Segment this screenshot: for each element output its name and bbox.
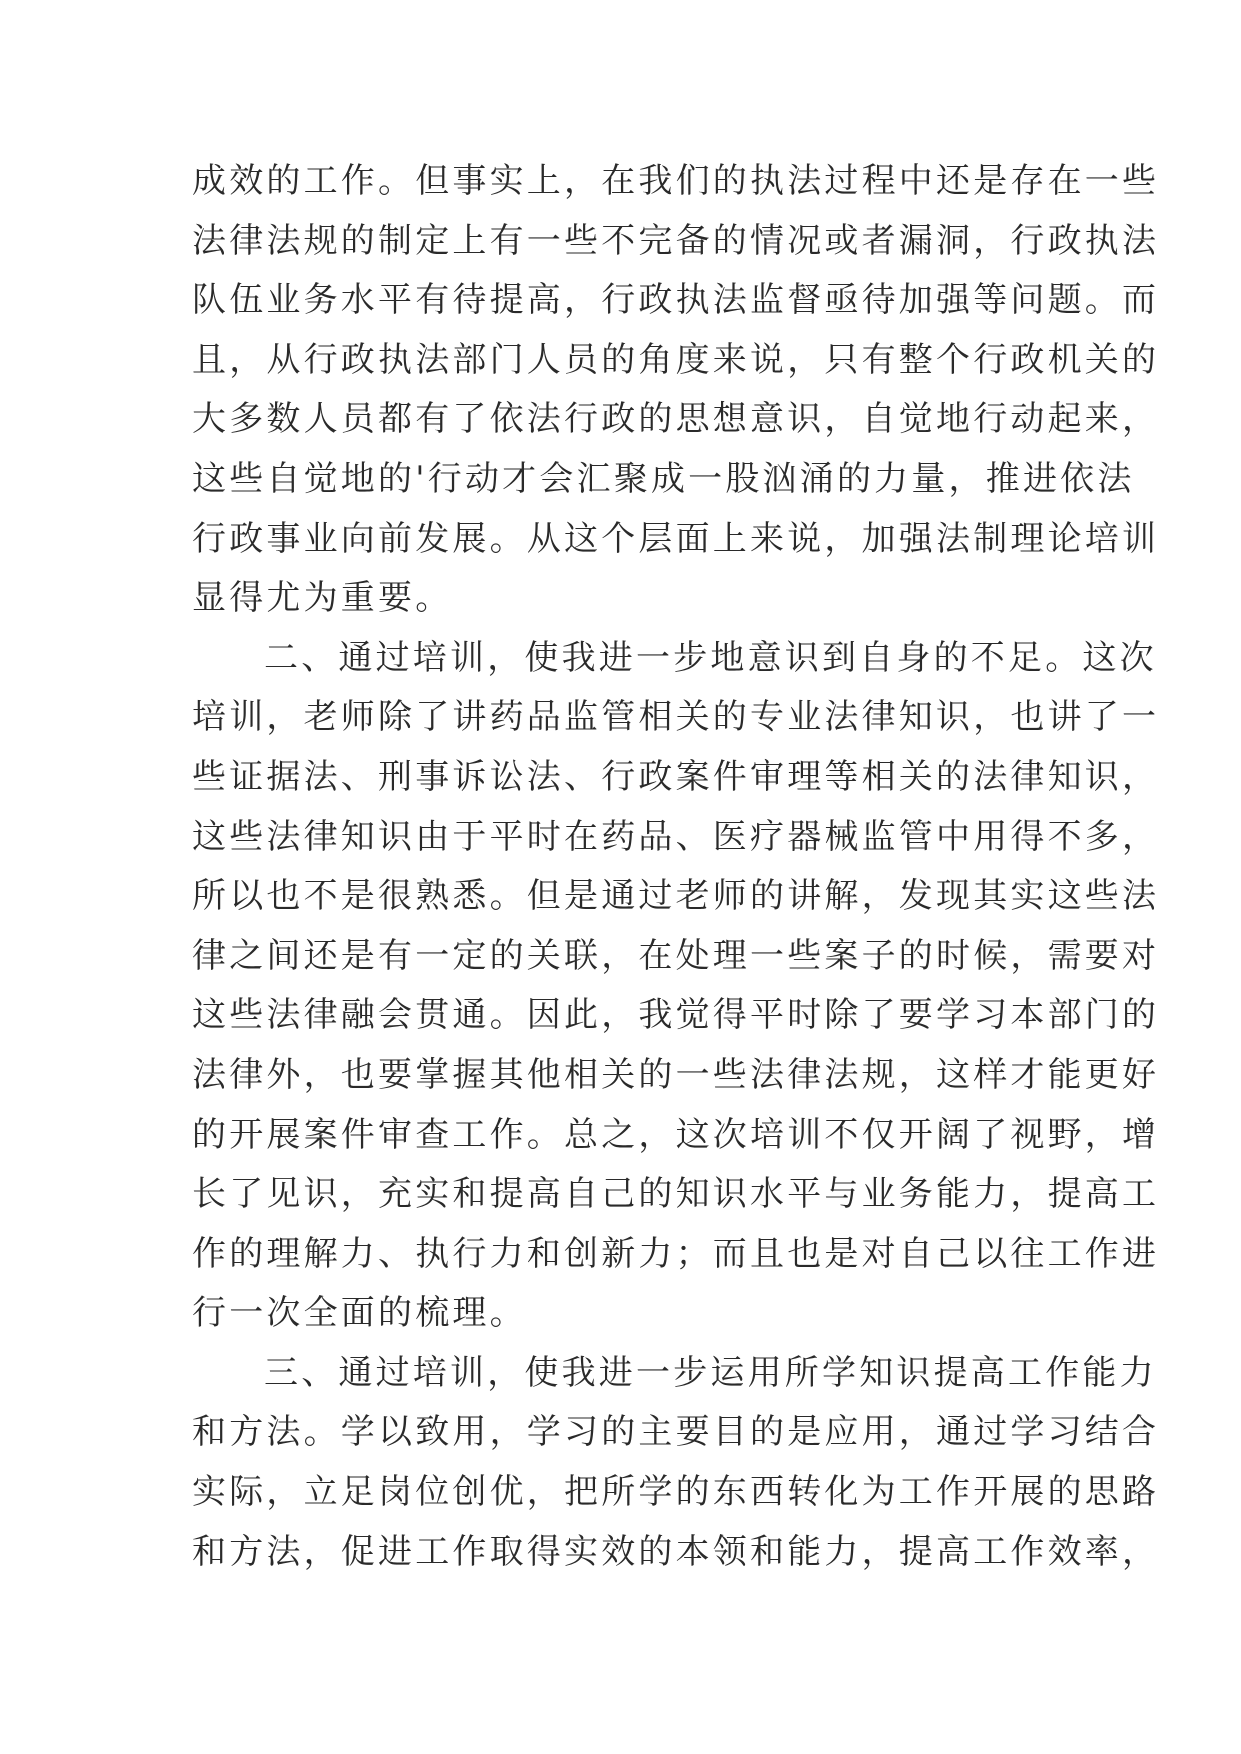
text-line: 这些法律知识由于平时在药品、医疗器械监管中用得不多， (192, 816, 1160, 857)
text-line: 成效的工作。但事实上，在我们的执法过程中还是存在一些 (192, 161, 1160, 201)
text-line: 些证据法、刑事诉讼法、行政案件审理等相关的法律知识， (192, 756, 1160, 797)
text-line: 二、通过培训，使我进一步地意识到自身的不足。这次 (264, 637, 1157, 678)
text-line: 所以也不是很熟悉。但是通过老师的讲解，发现其实这些法 (192, 876, 1160, 917)
text-line: 显得尤为重要。 (192, 578, 453, 619)
text-line: 大多数人员都有了依法行政的思想意识，自觉地行动起来， (192, 399, 1160, 440)
text-line: 法律法规的制定上有一些不完备的情况或者漏洞，行政执法 (192, 220, 1160, 261)
text-line: 队伍业务水平有待提高，行政执法监督亟待加强等问题。而 (192, 280, 1160, 321)
text-line: 和方法。学以致用，学习的主要目的是应用，通过学习结合 (192, 1412, 1160, 1453)
body-text (192, 152, 1160, 1582)
text-line: 律之间还是有一定的关联，在处理一些案子的时候，需要对 (192, 935, 1160, 976)
text-line: 作的理解力、执行力和创新力；而且也是对自己以往工作进 (192, 1233, 1160, 1274)
text-line: 长了见识，充实和提高自己的知识水平与业务能力，提高工 (192, 1174, 1160, 1215)
text-line: 法律外，也要掌握其他相关的一些法律法规，这样才能更好 (192, 1054, 1160, 1095)
text-line: 实际，立足岗位创优，把所学的东西转化为工作开展的思路 (192, 1472, 1160, 1513)
text-line: 这些法律融会贯通。因此，我觉得平时除了要学习本部门的 (192, 995, 1160, 1036)
text-line: 且，从行政执法部门人员的角度来说，只有整个行政机关的 (192, 339, 1160, 380)
text-line: 和方法，促进工作取得实效的本领和能力，提高工作效率， (192, 1531, 1160, 1572)
text-line: 这些自觉地的'行动才会汇聚成一股汹涌的力量，推进依法 (192, 458, 1135, 499)
text-line: 培训，老师除了讲药品监管相关的专业法律知识，也讲了一 (192, 697, 1160, 738)
text-line: 三、通过培训，使我进一步运用所学知识提高工作能力 (264, 1352, 1157, 1393)
text-line: 的开展案件审查工作。总之，这次培训不仅开阔了视野，增 (192, 1114, 1160, 1155)
text-line: 行政事业向前发展。从这个层面上来说，加强法制理论培训 (192, 518, 1160, 559)
text-line: 行一次全面的梳理。 (192, 1293, 527, 1334)
